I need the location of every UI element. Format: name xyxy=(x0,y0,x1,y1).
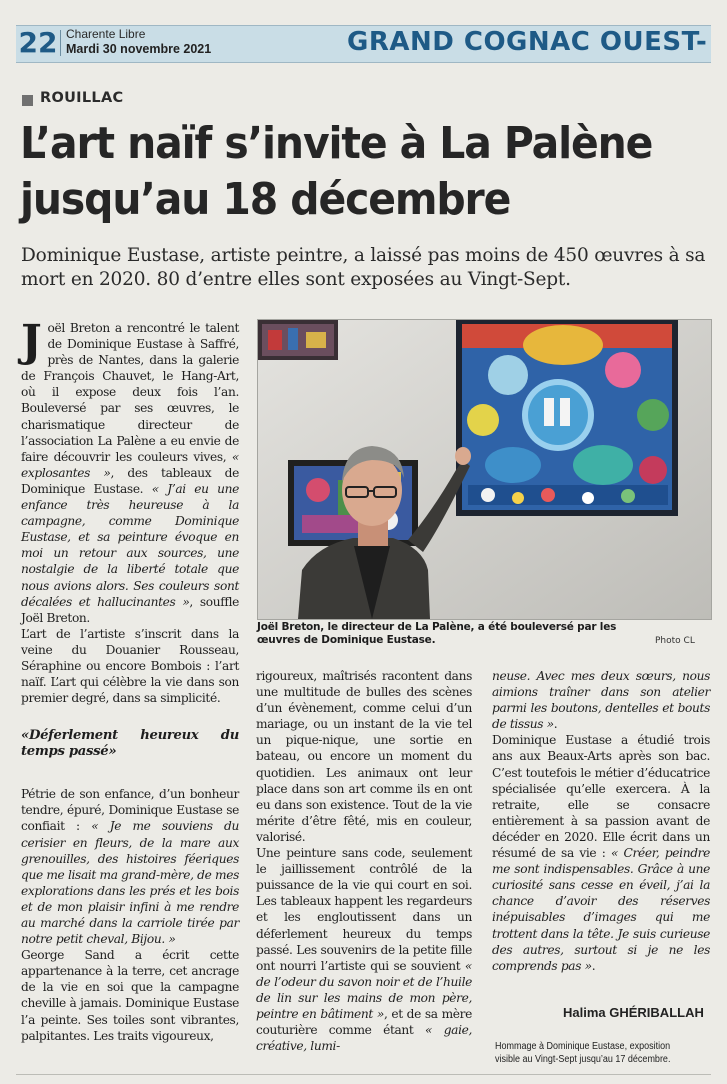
paragraph xyxy=(492,732,710,973)
subheading: «Déferlement heureux du temps passé» xyxy=(21,728,239,760)
photo-illustration xyxy=(258,320,711,619)
body-text: Pétrie de son enfance, d’un bonheur tendre, épuré, Dominique Eustase se confiait : xyxy=(21,787,239,834)
paragraph xyxy=(256,845,472,1054)
footer-note: Hommage à Dominique Eustase, exposition visible au Vingt-Sept jusqu’au 17 décembre. xyxy=(495,1041,671,1065)
article-column-3 xyxy=(492,668,710,974)
article-column-2 xyxy=(256,668,472,1054)
page-number: 22 xyxy=(18,26,58,59)
painting-main xyxy=(456,320,678,516)
article-column-1 xyxy=(21,316,239,1044)
paragraph: L’art de l’artiste s’inscrit dans la veine du Douanier Rousseau, Séraphine ou encore Bombois : l’art naïf. L’art qui célèbre la vie dans son premier degré, dans sa simplicité. xyxy=(21,626,239,706)
newspaper-name: Charente Libre xyxy=(66,27,146,41)
body-text: . xyxy=(591,958,596,973)
quote-text: « de l’odeur du savon noir et de l’huile de lin sur les mains de mon père, peintre en bâtiment » xyxy=(256,958,472,1021)
quote-text: « Je me souviens du cerisier en fleurs, de la mare aux grenouilles, des histoires féeriques que me lisait ma grand-mère, de mes explorations dans les prés et les bois et de mon plaisir infini à me rendre au marché dans la carriole tirée par notre petit cheval, Bijou. » xyxy=(21,819,239,947)
issue-date: Mardi 30 novembre 2021 xyxy=(66,42,212,56)
drop-cap: J xyxy=(21,316,42,367)
quote-text: neuse. Avec mes deux sœurs, nous aimions traîner dans son atelier parmi les boutons, dentelles et bouts de tissus » xyxy=(492,669,710,732)
body-text: oël Breton a rencontré le talent de Dominique Eustase à Saffré, près de Nantes, dans la galerie de François Chauvet, le Hang-Art, où il expose deux fois l’an. Bouleversé par ses œuvres, le charismatique directeur de l’association La Palène a eu envie de faire découvrir les couleurs vives, xyxy=(21,321,239,464)
body-text: . xyxy=(553,717,558,732)
paragraph xyxy=(21,316,239,626)
article-photo xyxy=(257,319,712,620)
body-text: , des tableaux de Dominique Eustase. xyxy=(21,465,239,496)
quote-text: « gaie, créative, lumi- xyxy=(256,1023,472,1054)
paragraph xyxy=(492,668,710,732)
bottom-rule xyxy=(16,1074,711,1075)
paragraph xyxy=(21,786,239,947)
section-title: GRAND COGNAC OUEST- xyxy=(347,27,708,57)
quote-text: « explosantes » xyxy=(21,449,239,480)
paragraph: George Sand a écrit cette appartenance à la terre, cet ancrage de la vie en soi que la campagne cheville à jamais. Dominique Eustase l’a peinte. Ses toiles sont vibrantes, palpitantes. Les traits vigoureux, xyxy=(21,948,239,1043)
body-text: Dominique Eustase a étudié trois ans aux Beaux-Arts après son bac. C’est toutefois le métier d’éducatrice spécialisée qu’elle exercera. À la retraite, elle se consacre entièrement à sa passion avant de décéder en 2020. Elle écrit dans un résumé de sa vie : xyxy=(492,733,710,861)
headline-line-1: L’art naïf s’invite à La Palène xyxy=(20,118,653,169)
body-text: Une peinture sans code, seulement le jaillissement contrôlé de la puissance de la vie qui court en soi. Les tableaux happent les regardeurs et les engloutissent dans un déferlement heureux du temps passé. Les souvenirs de la petite fille ont nourri l’artiste qui se souvient xyxy=(256,846,472,973)
paragraph: rigoureux, maîtrisés racontent dans une multitude de bulles des scènes d’un évènement, comme celui d’un mariage, ou un instant de la vie tel un pique-nique, une sortie en bateau, ou encore un moment du quotidien. Les animaux ont leur place dans son art comme ils en ont eu dans son existence. Tout de la vie mérite d’être fêté, mis en couleur, valorisé. xyxy=(256,669,472,844)
photo-caption: Joël Breton, le directeur de La Palène, a été bouleversé par les œuvres de Dominique Eustase. xyxy=(257,621,617,646)
quote-text: « Créer, peindre me sont indispensables. Grâce à une curiosité sans cesse en éveil, j’ai la chance d’avoir des réserves inépuisables d’images qui me trottent dans la tête. Je suis curieuse des autres, surtout si je ne les comprends pas » xyxy=(492,846,710,973)
headline xyxy=(20,116,671,228)
header-divider xyxy=(60,30,61,56)
quote-text: « J’ai eu une enfance très heureuse à la campagne, comme Dominique Eustase, et sa peinture évoque en moi un retour aux sources, une nostalgie de la liberté totale que nous avions alors. Ses couleurs sont décalées et hallucinantes » xyxy=(21,481,239,609)
photo-credit: Photo CL xyxy=(655,636,695,646)
kicker-square-icon xyxy=(22,95,33,106)
body-text: , et de sa mère couturière comme étant xyxy=(256,1006,472,1038)
standfirst: Dominique Eustase, artiste peintre, a laissé pas moins de 450 œuvres à sa mort en 2020. 80 d’entre elles sont exposées au Vingt-Sept. xyxy=(21,245,706,290)
byline: Halima GHÉRIBALLAH xyxy=(563,1005,704,1020)
kicker-location: ROUILLAC xyxy=(40,90,124,106)
headline-line-2: jusqu’au 18 décembre xyxy=(20,174,511,225)
small-painting-top xyxy=(258,320,338,360)
body-text: , souffle Joël Breton. xyxy=(21,594,239,625)
